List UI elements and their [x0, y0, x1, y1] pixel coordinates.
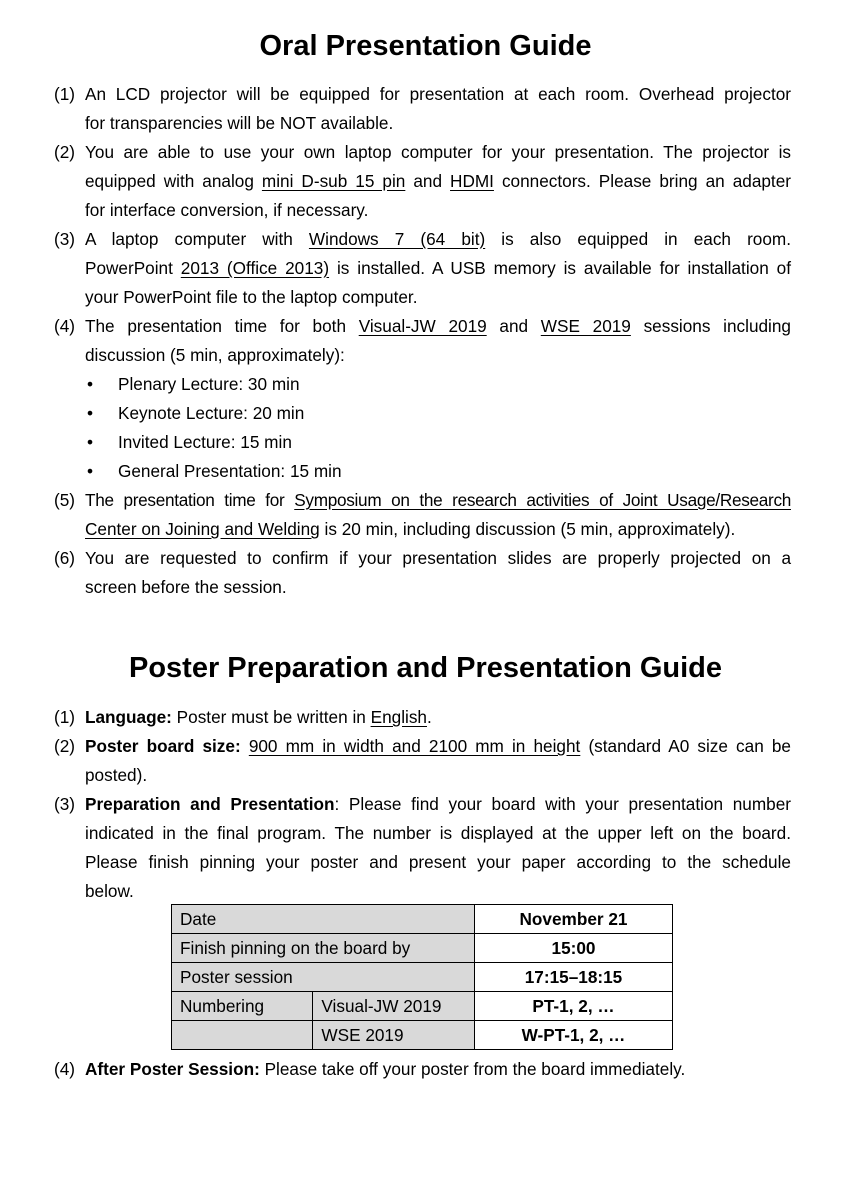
text: Please take off your poster from the board immediately. — [259, 1059, 686, 1079]
underlined-text: 2013 (Office 2013) — [180, 258, 330, 278]
underlined-text: Windows 7 (64 bit) — [308, 229, 486, 249]
oral-item-6 — [54, 544, 791, 602]
table-row — [172, 963, 673, 992]
text: (standard A0 size can be — [580, 736, 791, 756]
item-text: You are requested to confirm if your presentation slides are properly projected on a — [85, 548, 791, 568]
poster-item-1 — [54, 703, 791, 732]
item-text: indicated in the final program. The number is displayed at the upper left on the board. — [85, 823, 791, 843]
item-text: discussion (5 min, approximately): — [85, 345, 345, 365]
item-number: (5) — [54, 490, 76, 510]
item-number: (2) — [54, 736, 76, 756]
item-label: After Poster Session: — [85, 1059, 260, 1079]
oral-guide-title: Oral Presentation Guide — [259, 30, 592, 62]
poster-schedule-table — [171, 904, 673, 1050]
table-cell-label: Poster session — [172, 963, 475, 992]
table-cell-value: PT-1, 2, … — [475, 992, 673, 1021]
table-row — [172, 1021, 673, 1050]
item-text — [85, 1055, 791, 1084]
item-text: You are able to use your own laptop computer for your presentation. The projector is — [85, 142, 791, 162]
item-text — [85, 225, 791, 254]
item-text: Please finish pinning your poster and present your paper according to the schedule — [85, 852, 791, 872]
item-text: your PowerPoint file to the laptop computer. — [85, 287, 418, 307]
item-number: (6) — [54, 548, 76, 568]
bullet-text: Invited Lecture: 15 min — [118, 432, 292, 452]
item-text — [85, 790, 791, 819]
item-text: for transparencies will be NOT available. — [85, 113, 394, 133]
poster-guide-list — [54, 703, 791, 906]
table-cell-sublabel: Visual-JW 2019 — [313, 992, 475, 1021]
underlined-text: Center on Joining and Welding — [85, 519, 320, 539]
underlined-text: English — [370, 707, 427, 727]
bullet-text: Keynote Lecture: 20 min — [118, 403, 305, 423]
text: equipped with analog — [85, 171, 262, 191]
text: and — [486, 316, 541, 336]
item-label: Poster board size: — [85, 736, 241, 756]
item-text — [85, 167, 791, 196]
bullet-item — [54, 399, 791, 428]
table-cell-label: Numbering — [172, 992, 313, 1021]
table-row — [172, 992, 673, 1021]
text: PowerPoint — [85, 258, 181, 278]
table-cell-label — [172, 1021, 313, 1050]
item-number: (4) — [54, 316, 76, 336]
item-number: (2) — [54, 142, 76, 162]
text: The presentation time for — [85, 490, 295, 510]
oral-guide-list — [54, 80, 791, 602]
item-text — [85, 732, 791, 761]
item-text: for interface conversion, if necessary. — [85, 200, 369, 220]
text: is installed. A USB memory is available for installation of — [329, 258, 791, 278]
bullet-item — [54, 370, 791, 399]
bullet-item — [54, 428, 791, 457]
table-cell-sublabel: WSE 2019 — [313, 1021, 475, 1050]
item-number: (3) — [54, 794, 76, 814]
item-text: An LCD projector will be equipped for presentation at each room. Overhead projector — [85, 84, 791, 104]
text: . — [426, 707, 432, 727]
bullet-icon: • — [87, 374, 94, 394]
item-label: Preparation and Presentation — [85, 794, 335, 814]
item-text — [85, 254, 791, 283]
item-text: posted). — [85, 765, 148, 785]
poster-guide-title: Poster Preparation and Presentation Guide — [128, 652, 723, 684]
underlined-text: Symposium on the research activities of Joint Usage/Research — [294, 490, 791, 510]
table-row — [172, 934, 673, 963]
bullet-icon: • — [87, 403, 94, 423]
item-text: below. — [85, 881, 134, 901]
text: is also equipped in each room. — [485, 229, 792, 249]
text: is 20 min, including discussion (5 min, approximately). — [319, 519, 736, 539]
oral-item-1 — [54, 80, 791, 138]
underlined-text: WSE 2019 — [540, 316, 631, 336]
table-cell-label: Date — [172, 905, 475, 934]
bullet-text: Plenary Lecture: 30 min — [118, 374, 300, 394]
item-text — [85, 703, 791, 732]
poster-guide-list-cont — [54, 1055, 791, 1084]
text: sessions including — [630, 316, 791, 336]
item-number: (3) — [54, 229, 76, 249]
text — [241, 736, 249, 756]
table-row — [172, 905, 673, 934]
bullet-item — [54, 457, 791, 486]
oral-item-5 — [54, 486, 791, 544]
poster-item-4 — [54, 1055, 791, 1084]
item-label: Language: — [85, 707, 172, 727]
poster-item-3 — [54, 790, 791, 906]
bullet-icon: • — [87, 461, 94, 481]
oral-item-2 — [54, 138, 791, 225]
text: The presentation time for both — [85, 316, 359, 336]
table-cell-label: Finish pinning on the board by — [172, 934, 475, 963]
item-number: (1) — [54, 707, 76, 727]
table-cell-value: 17:15–18:15 — [475, 963, 673, 992]
underlined-text: mini D-sub 15 pin — [261, 171, 406, 191]
text: A laptop computer with — [85, 229, 309, 249]
underlined-text: Visual-JW 2019 — [358, 316, 487, 336]
bullet-icon: • — [87, 432, 94, 452]
bullet-text: General Presentation: 15 min — [118, 461, 342, 481]
poster-item-2 — [54, 732, 791, 790]
table-cell-value: November 21 — [475, 905, 673, 934]
underlined-text: HDMI — [450, 171, 494, 191]
item-text — [85, 486, 791, 515]
oral-item-3 — [54, 225, 791, 312]
item-text — [85, 312, 791, 341]
oral-item-4 — [54, 312, 791, 370]
item-number: (1) — [54, 84, 76, 104]
text: : Please find your board with your presentation number — [334, 794, 791, 814]
item-number: (4) — [54, 1059, 76, 1079]
item-text: screen before the session. — [85, 577, 287, 597]
table-cell-value: 15:00 — [475, 934, 673, 963]
underlined-text: 900 mm in width and 2100 mm in height — [248, 736, 581, 756]
table-cell-value: W-PT-1, 2, … — [475, 1021, 673, 1050]
text: Poster must be written in — [171, 707, 371, 727]
text: connectors. Please bring an adapter — [493, 171, 791, 191]
text: and — [405, 171, 451, 191]
item-text — [85, 515, 791, 544]
